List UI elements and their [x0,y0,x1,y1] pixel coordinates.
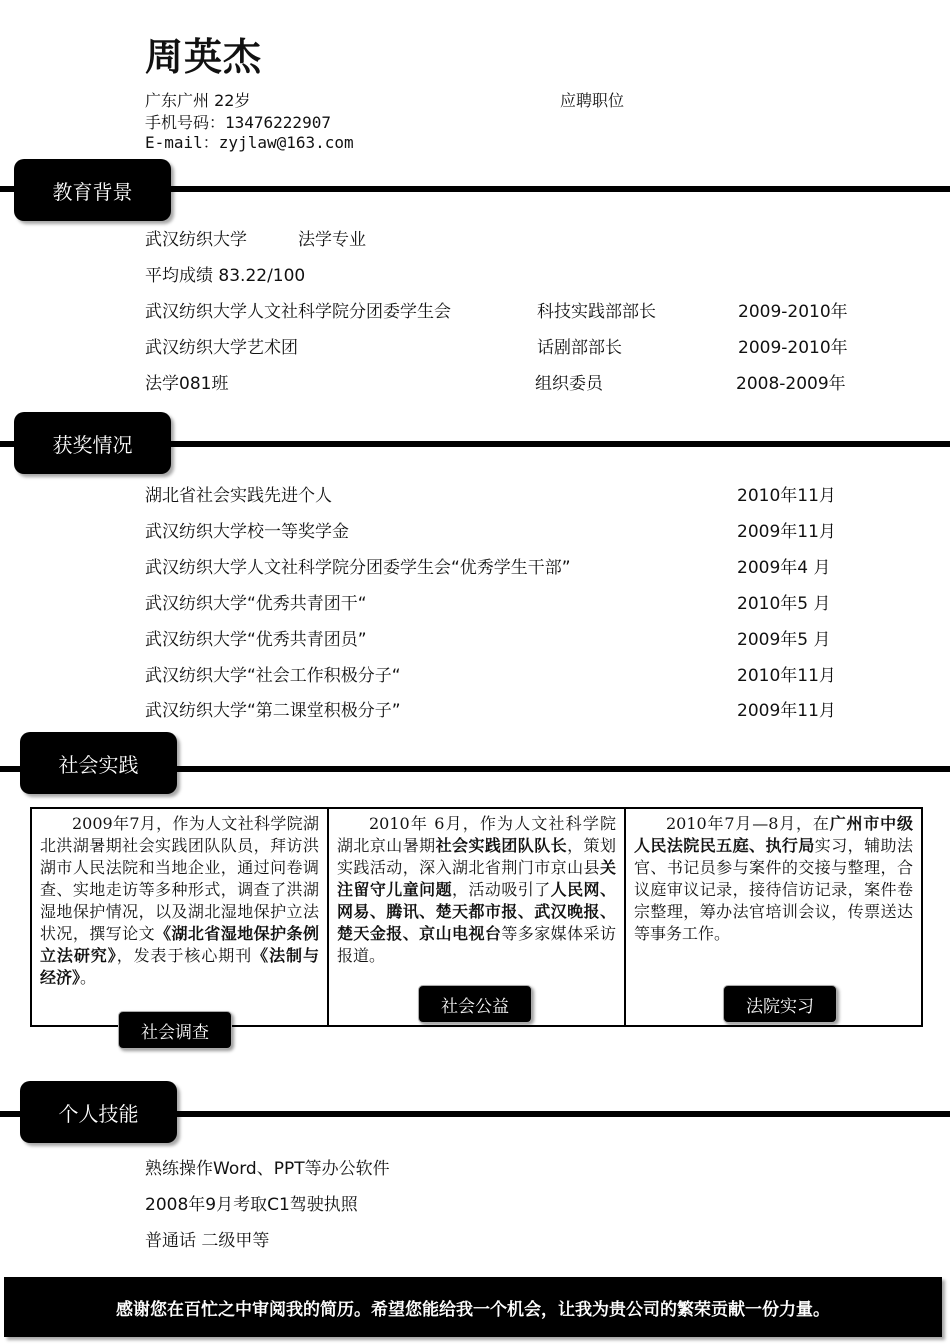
email-address: E-mail：zyjlaw@163.com [145,133,354,152]
practice-text: 。 [80,968,97,987]
education-gpa: 平均成绩 83.22/100 [145,266,306,286]
practice-text-highlight: 社会实践团队队长 [435,836,568,855]
practice-text-highlight: 人民网、网易、腾讯、楚天都市报、武汉晚报、楚天金报、京山电视台 [337,880,616,943]
practice-text: ，发表于核心期刊 [116,946,253,965]
education-school: 武汉纺织大学 [145,230,247,250]
award-name: 武汉纺织大学“优秀共青团员” [145,630,367,650]
award-date: 2010年11月 [737,486,836,506]
award-name: 武汉纺织大学“第二课堂积极分子” [145,701,401,721]
award-name: 武汉纺织大学“社会工作积极分子“ [145,666,401,686]
practice-tag-survey: 社会调查 [118,1011,232,1049]
education-role-org: 武汉纺织大学艺术团 [145,338,298,358]
award-name: 武汉纺织大学“优秀共青团干“ [145,594,367,614]
practice-text: 实习，辅助法官、书记员参与案件的交接与整理，合议庭审议记录，接待信访记录，案件卷宗整理，筹办法官培训会议，传票送达等事务工作。 [634,836,913,943]
practice-text: 等多家媒体采访报道。 [337,924,616,965]
award-name: 湖北省社会实践先进个人 [145,486,332,506]
practice-tag-charity: 社会公益 [418,985,532,1023]
practice-text-highlight: 《湖北省湿地保护条例立法研究》 [40,924,319,965]
closing-message: 感谢您在百忙之中审阅我的简历。希望您能给我一个机会，让我为贵公司的繁荣贡献一份力量。 [4,1277,942,1337]
award-date: 2009年11月 [737,701,836,721]
skill-item: 熟练操作Word、PPT等办公软件 [145,1159,390,1179]
skill-item: 2008年9月考取C1驾驶执照 [145,1195,358,1215]
award-date: 2009年4 月 [737,558,831,578]
practice-text-highlight: 《法制与经济》 [40,946,319,987]
education-role-period: 2009-2010年 [738,302,848,322]
education-role-period: 2008-2009年 [736,374,846,394]
practice-text: ，策划实践活动，深入湖北省荆门市京山县 [337,836,616,877]
education-role-title: 话剧部部长 [537,338,622,358]
education-role-org: 武汉纺织大学人文社科学院分团委学生会 [145,302,451,322]
award-date: 2010年11月 [737,666,836,686]
position-label: 应聘职位 [560,91,625,110]
practice-text-highlight: 广州市中级人民法院民五庭、执行局 [634,814,913,855]
skill-item: 普通话 二级甲等 [145,1231,270,1251]
practice-tag-court: 法院实习 [723,985,837,1023]
practice-column-survey [32,809,329,1025]
education-role-org: 法学081班 [145,374,229,394]
candidate-name: 周英杰 [145,35,263,79]
award-date: 2009年11月 [737,522,836,542]
practice-text: 2010年7月—8月，在 [666,814,830,833]
practice-text: 2009年7月，作为人文社科学院湖北洪湖暑期社会实践团队队员，拜访洪湖市人民法院和当地企业，通过问卷调查、实地走访等多种形式，调查了洪湖湿地保护情况，以及湖北湿地保护立法状况，撰写论文 [40,814,319,943]
practice-text-highlight: 关注留守儿童问题 [337,858,616,899]
phone-number: 手机号码：13476222907 [145,113,331,132]
practice-text: 2010年 6月，作为人文社科学院湖北京山暑期 [337,814,616,855]
education-role-period: 2009-2010年 [738,338,848,358]
practice-text: ，活动吸引了 [452,880,551,899]
award-name: 武汉纺织大学人文社科学院分团委学生会“优秀学生干部” [145,558,571,578]
section-awards-title: 获奖情况 [14,412,171,474]
award-date: 2009年5 月 [737,630,831,650]
location-age: 广东广州 22岁 [145,91,251,110]
section-skills-title: 个人技能 [20,1081,177,1143]
award-date: 2010年5 月 [737,594,831,614]
section-education-title: 教育背景 [14,159,171,221]
section-practice-title: 社会实践 [20,732,177,794]
education-major: 法学专业 [298,230,366,250]
award-name: 武汉纺织大学校一等奖学金 [145,522,349,542]
education-role-title: 科技实践部部长 [537,302,656,322]
education-role-title: 组织委员 [535,374,603,394]
